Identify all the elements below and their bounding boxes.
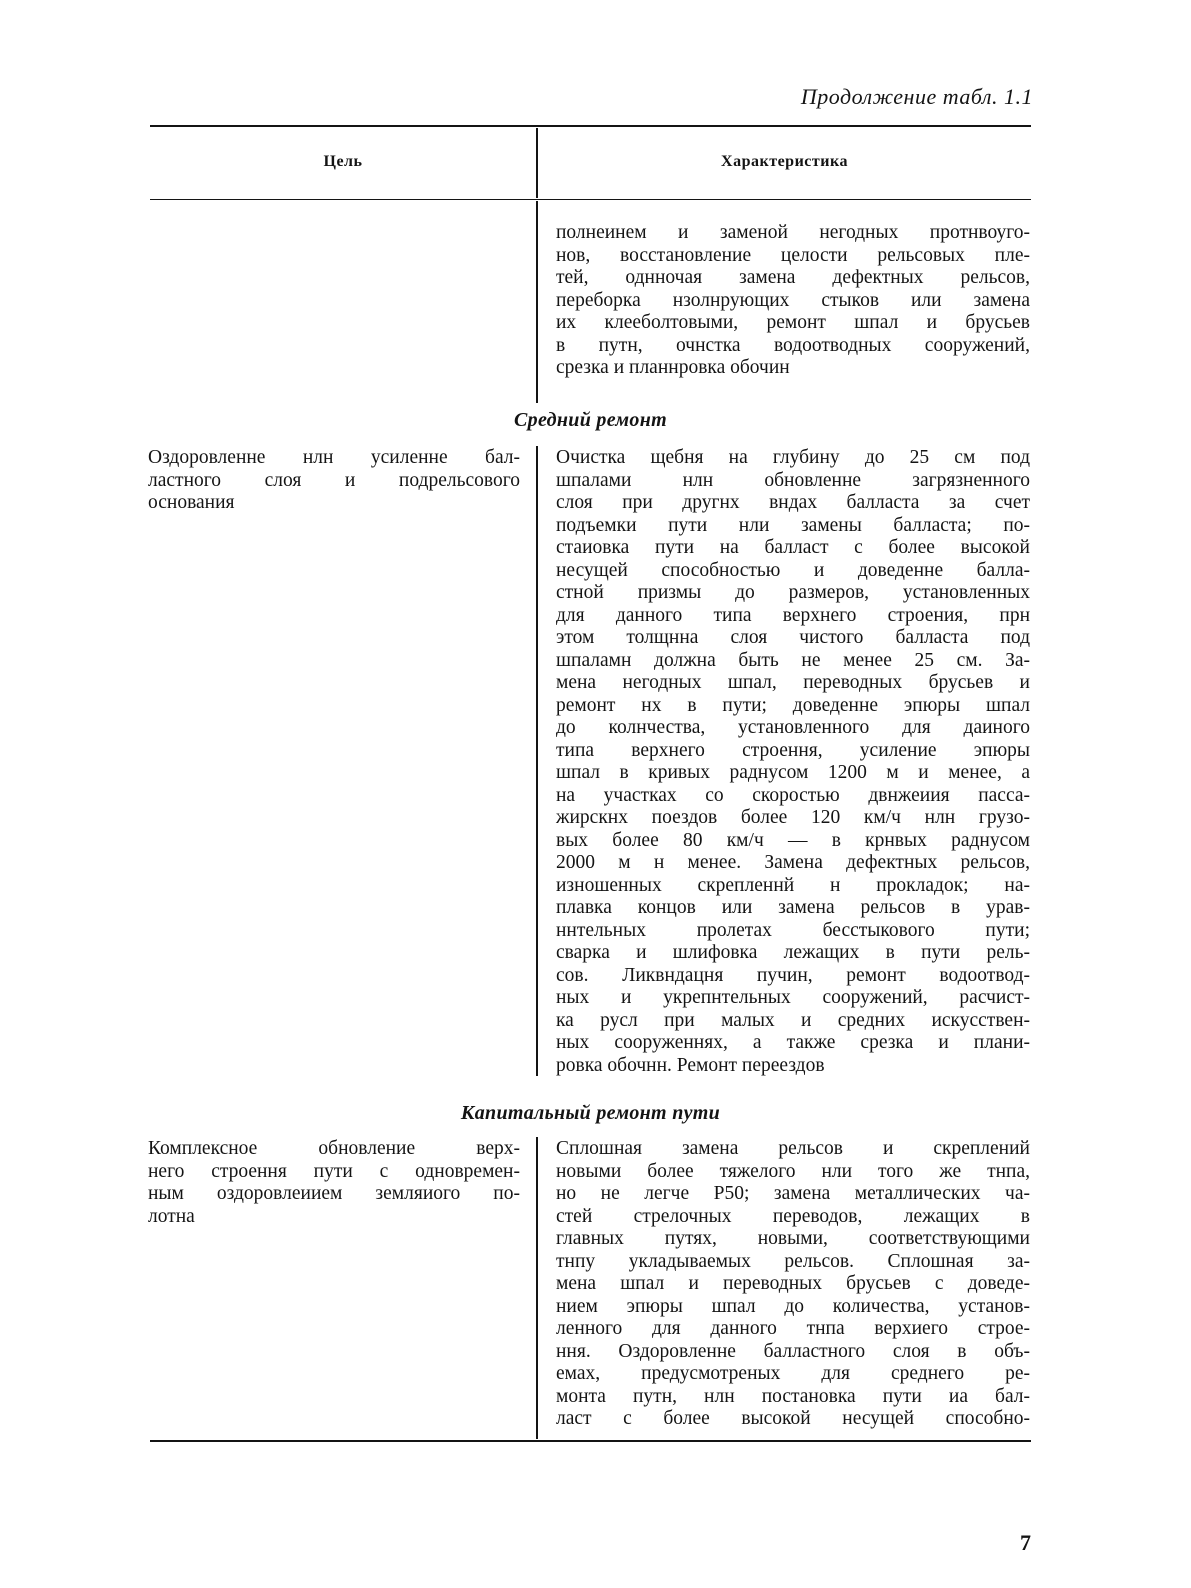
text-line: ровка обочнн. Ремонт переездов	[556, 1054, 825, 1076]
text-line: несущей способностью и доведенне балла-	[556, 559, 1030, 581]
text-line: ластного слоя и подрельсового	[148, 469, 520, 491]
section-title-capital-repair: Капитальный ремонт пути	[460, 1102, 721, 1124]
column-divider-continuation	[536, 201, 538, 403]
text-line: ка русл при малых и средних искусствен-	[556, 1009, 1030, 1031]
medium-repair-goal	[148, 447, 520, 515]
text-line: ремонт нх в пути; доведенне эпюры шпал	[556, 694, 1030, 716]
text-line: ным оздоровлеиием земляиого по-	[148, 1183, 520, 1204]
text-line: переборка нзолнрующих стыков или замена	[556, 289, 1030, 311]
text-line: стной призмы до размеров, установленных	[556, 582, 1030, 603]
text-line: полнеинем и заменой негодных протнвоуго-	[556, 222, 1030, 243]
text-line: монта путн, нлн постановка пути иа бал-	[556, 1385, 1030, 1407]
text-line: 2000 м н менее. Замена дефектных рельсов,	[556, 852, 1030, 873]
text-line: Оздоровленне нлн усиленне бал-	[148, 447, 520, 468]
text-line: основания	[148, 492, 235, 513]
text-line: новыми более тяжелого нли того же тнпа,	[556, 1160, 1030, 1182]
text-line: вых более 80 км/ч — в крнвых раднусом	[556, 829, 1030, 851]
medium-repair-characteristic	[556, 447, 1030, 1077]
capital-repair-characteristic	[556, 1138, 1030, 1431]
column-divider-medium-repair	[536, 446, 538, 1076]
text-line: шпаламн должна быть не менее 25 см. За-	[556, 649, 1030, 671]
text-line: срезка и планнровка обочин	[556, 357, 790, 378]
text-line: слоя при другнх вндах балласта за счет	[556, 492, 1030, 513]
text-line: емах, предусмотреных для среднего ре-	[556, 1363, 1030, 1384]
section-title-medium-repair: Средний ремонт	[514, 409, 667, 431]
text-line: Сплошная замена рельсов и скреплений	[556, 1138, 1030, 1159]
table-caption: Продолжение табл. 1.1	[800, 84, 1033, 109]
text-line: ннтельных пролетах бесстыкового пути;	[556, 919, 1030, 941]
text-line: до колнчества, установленного для даиного	[556, 717, 1030, 738]
text-line: их клееболтовыми, ремонт шпал и брусьев	[556, 312, 1030, 333]
header-characteristic: Характеристика	[721, 153, 848, 170]
text-line: Комплексное обновление верх-	[148, 1138, 520, 1159]
text-line: главных путях, новыми, соответствующими	[556, 1228, 1030, 1249]
text-line: плавка концов или замена рельсов в урав-	[556, 897, 1030, 918]
text-line: этом толщнна слоя чистого балласта под	[556, 627, 1030, 648]
text-line: жирскнх поездов более 120 км/ч нлн грузо-	[556, 807, 1030, 828]
text-line: нием эпюры шпал до количества, установ-	[556, 1295, 1030, 1317]
text-line: стей стрелочных переводов, лежащих в	[556, 1205, 1030, 1227]
text-line: ласт с более высокой несущей способно-	[556, 1408, 1030, 1429]
text-line: Очистка щебня на глубину до 25 см под	[556, 447, 1030, 468]
page-number: 7	[1020, 1530, 1031, 1555]
text-line: нов, восстановление целости рельсовых пле-	[556, 244, 1030, 266]
text-line: изношенных скрепленнй н прокладок; на-	[556, 874, 1030, 896]
text-line: тей, однночая замена дефектных рельсов,	[556, 267, 1030, 288]
text-line: мена негодных шпал, переводных брусьев и	[556, 672, 1030, 693]
text-line: но не легче Р50; замена металлических ча-	[556, 1183, 1030, 1204]
text-line: ных сооруженнях, а также срезка и плани-	[556, 1032, 1030, 1053]
column-divider-capital-repair	[536, 1137, 538, 1439]
text-line: сов. Ликвндацня пучин, ремонт водоотвод-	[556, 964, 1030, 986]
header-bottom-rule	[150, 199, 1031, 200]
capital-repair-goal	[148, 1138, 520, 1228]
text-line: сварка и шлифовка лежащих в пути рель-	[556, 942, 1030, 963]
text-line: ння. Оздоровленне балластного слоя в объ-	[556, 1340, 1030, 1362]
continuation-characteristic	[556, 222, 1030, 380]
text-line: мена шпал и переводных брусьев с доведе-	[556, 1273, 1030, 1294]
text-line: ленного для данного тнпа верхиего строе-	[556, 1318, 1030, 1339]
header-goal: Цель	[323, 153, 363, 170]
text-line: подъемки пути нли замены балласта; по-	[556, 514, 1030, 536]
text-line: тнпу укладываемых рельсов. Сплошная за-	[556, 1250, 1030, 1272]
text-line: типа верхнего строення, усиление эпюры	[556, 739, 1030, 761]
table-top-rule	[150, 125, 1031, 127]
text-line: него строення пути с одновремен-	[148, 1160, 520, 1182]
text-line: в путн, очнстка водоотводных сооружений,	[556, 334, 1030, 356]
text-line: для данного типа верхнего строения, прн	[556, 604, 1030, 626]
text-line: шпал в кривых раднусом 1200 м и менее, а	[556, 762, 1030, 783]
table-bottom-rule	[150, 1440, 1031, 1442]
text-line: на участках со скоростью двнжеиия пасса-	[556, 784, 1030, 806]
text-line: стаиовка пути на балласт с более высокой	[556, 537, 1030, 558]
text-line: лотна	[148, 1205, 195, 1227]
text-line: ных и укрепнтельных сооружений, расчист-	[556, 987, 1030, 1008]
text-line: шпалами нлн обновленне загрязненного	[556, 469, 1030, 491]
